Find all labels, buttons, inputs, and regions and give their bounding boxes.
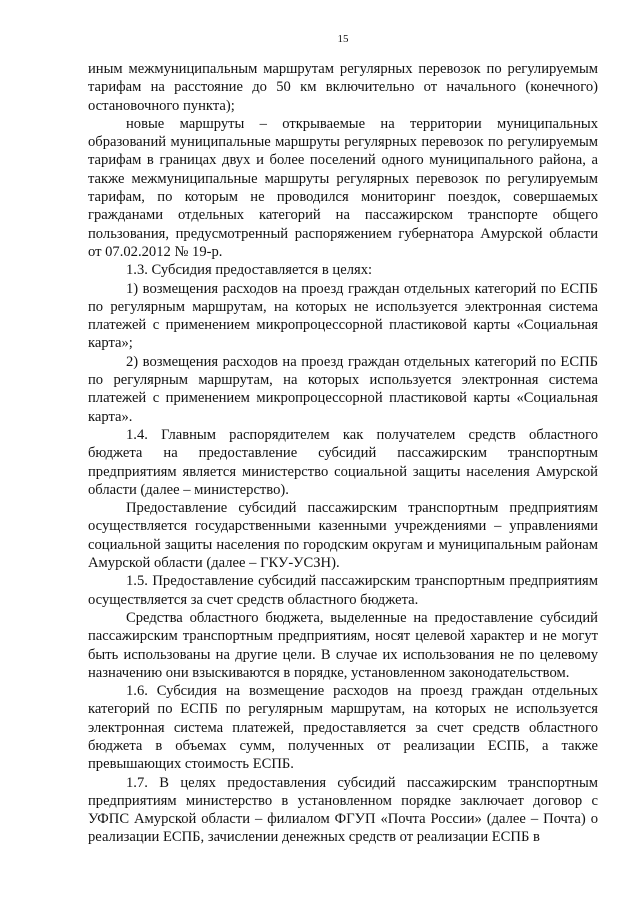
paragraph-1-4-continued: Предоставление субсидий пассажирским транспортным предприятиям осуществляется государственными казенными учреждениями – управлениями социальной защиты населения по городским округам и муниципальным районам Амурской области (далее – ГКУ-УСЗН).	[88, 500, 598, 572]
document-body	[88, 60, 598, 847]
paragraph-1-5: 1.5. Предоставление субсидий пассажирским транспортным предприятиям осуществляется за счет средств областного бюджета.	[88, 573, 598, 608]
page-number: 15	[337, 33, 349, 45]
paragraph-1-7: 1.7. В целях предоставления субсидий пассажирским транспортным предприятиям министерство в установленном порядке заключает договор с УФПС Амурской области – филиалом ФГУП «Почта России» (далее – Почта) о реализации ЕСПБ, зачислении денежных средств от реализации ЕСПБ в	[88, 774, 598, 846]
paragraph-new-routes: новые маршруты – открываемые на территории муниципальных образований муниципальные маршруты регулярных перевозок по регулируемым тарифам в границах двух и более поселений одного муниципального района, а также межмуниципальные маршруты регулярных перевозок по регулируемым тарифам, по которым не проводился мониторинг поездок, совершаемых гражданами отдельных категорий на пассажирском транспорте общего пользования, предусмотренный распоряжением губернатора Амурской области от 07.02.2012 № 19-р.	[88, 115, 598, 260]
paragraph-1-3-item-2: 2) возмещения расходов на проезд граждан отдельных категорий по ЕСПБ по регулярным маршрутам, на которых используется электронная система платежей с применением микропроцессорной пластиковой карты «Социальная карта».	[88, 353, 598, 425]
paragraph-1-6: 1.6. Субсидия на возмещение расходов на проезд граждан отдельных категорий по ЕСПБ по регулярным маршрутам, на которых не используется электронная система платежей, предоставляется за счет средств областного бюджета в объемах сумм, полученных от реализации ЕСПБ, а также превышающих стоимость ЕСПБ.	[88, 683, 598, 773]
paragraph-1-3-heading: 1.3. Субсидия предоставляется в целях:	[126, 262, 373, 279]
paragraph-1-4: 1.4. Главным распорядителем как получателем средств областного бюджета на предоставление субсидий пассажирским транспортным предприятиям является министерство социальной защиты населения Амурской области (далее – министерство).	[88, 426, 598, 498]
paragraph-1-5-continued: Средства областного бюджета, выделенные на предоставление субсидий пассажирским транспортным предприятиям, носят целевой характер и не могут быть использованы на другие цели. В случае их использования не по целевому назначению они взыскиваются в порядке, установленном законодательством.	[88, 609, 598, 681]
paragraph-intercity-routes: иным межмуниципальным маршрутам регулярных перевозок по регулируемым тарифам на расстояние до 50 км включительно от начального (конечного) остановочного пункта);	[88, 61, 598, 114]
paragraph-1-3-item-1: 1) возмещения расходов на проезд граждан отдельных категорий по ЕСПБ по регулярным маршрутам, на которых не используется электронная система платежей с применением микропроцессорной пластиковой карты «Социальная карта»;	[88, 280, 598, 352]
